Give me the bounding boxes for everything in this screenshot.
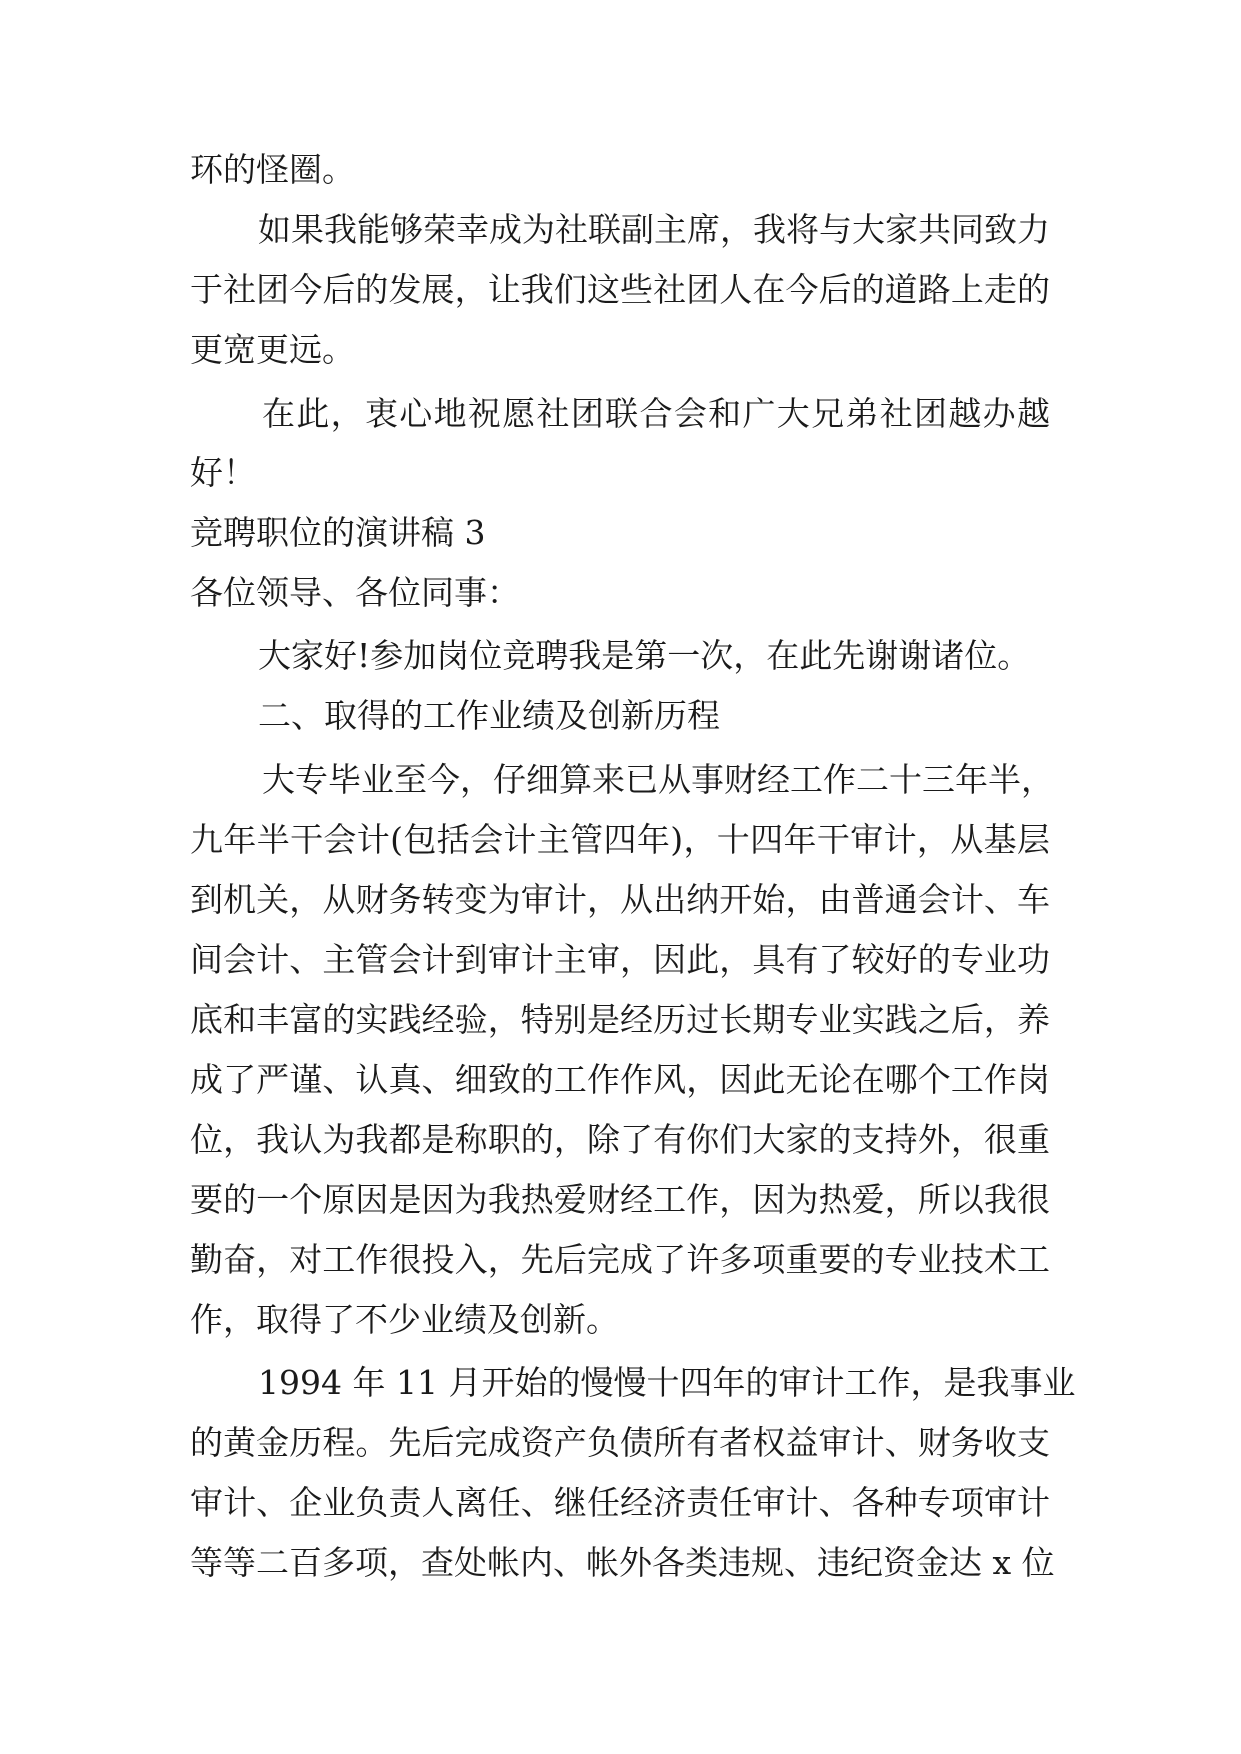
text-line: 大家好!参加岗位竞聘我是第一次，在此先谢谢诸位。 [258,636,1031,675]
text-line: 底和丰富的实践经验，特别是经历过长期专业实践之后，养 [190,1000,1050,1039]
text-line: 到机关，从财务转变为审计，从出纳开始，由普通会计、车 [190,880,1050,919]
text-line: 间会计、主管会计到审计主审，因此，具有了较好的专业功 [190,940,1050,979]
text-line: 环的怪圈。 [190,150,355,189]
text-line: 等等二百多项，查处帐内、帐外各类违规、违纪资金达 x 位 [190,1543,1055,1582]
text-line: 审计、企业负责人离任、继任经济责任审计、各种专项审计 [190,1483,1050,1522]
text-line: 作，取得了不少业绩及创新。 [190,1300,619,1339]
text-line: 成了严谨、认真、细致的工作作风，因此无论在哪个工作岗 [190,1060,1050,1099]
text-line: 位，我认为我都是称职的，除了有你们大家的支持外，很重 [190,1120,1050,1159]
text-line: 如果我能够荣幸成为社联副主席，我将与大家共同致力 [258,210,1050,249]
text-line: 1994 年 11 月开始的慢慢十四年的审计工作，是我事业 [258,1363,1076,1402]
text-line: 要的一个原因是因为我热爱财经工作，因为热爱，所以我很 [190,1180,1050,1219]
text-line: 二、取得的工作业绩及创新历程 [258,696,720,735]
text-line: 勤奋，对工作很投入，先后完成了许多项重要的专业技术工 [190,1240,1050,1279]
text-line: 于社团今后的发展，让我们这些社团人在今后的道路上走的 [190,270,1050,309]
text-line: 的黄金历程。先后完成资产负债所有者权益审计、财务收支 [190,1423,1050,1462]
text-line: 更宽更远。 [190,330,355,369]
text-line: 好！ [190,453,256,492]
text-line: 大专毕业至今，仔细算来已从事财经工作二十三年半， [262,760,1054,799]
salutation: 各位领导、各位同事： [190,573,520,612]
text-line: 九年半干会计(包括会计主管四年)，十四年干审计，从基层 [190,820,1050,859]
section-heading: 竞聘职位的演讲稿 3 [190,513,486,552]
text-line: 在此，衷心地祝愿社团联合会和广大兄弟社团越办越 [262,394,1050,433]
